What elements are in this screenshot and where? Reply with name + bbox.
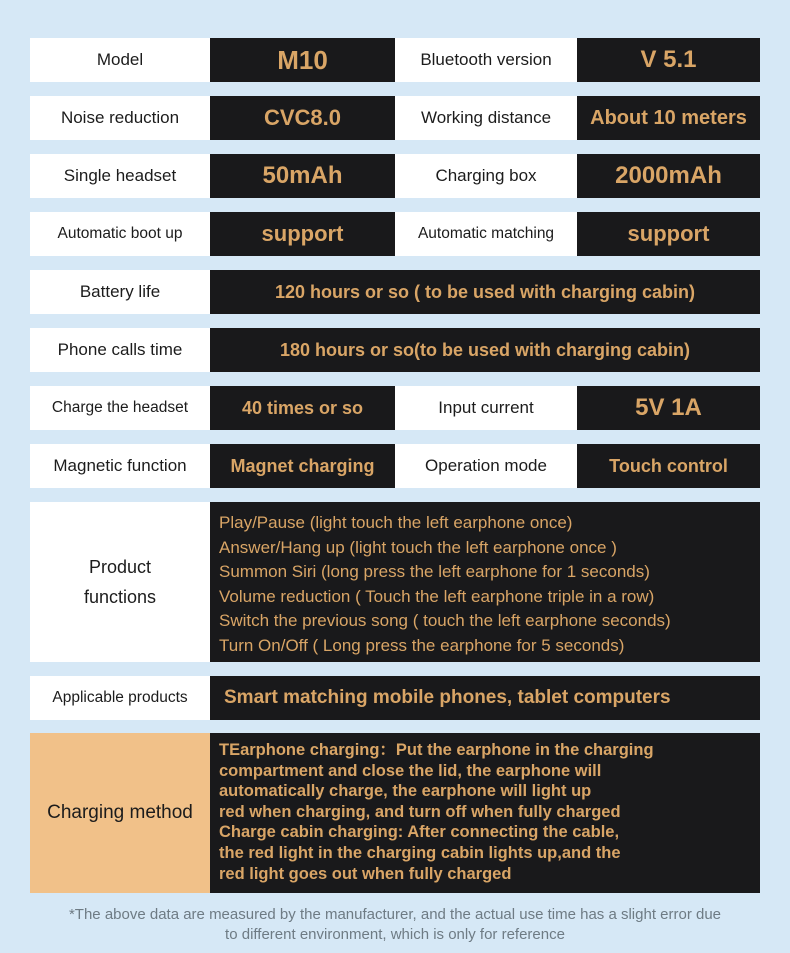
spec-row-charging-method: [30, 733, 760, 893]
spec-row-noise-reduction: [30, 96, 760, 140]
spec-label-magnetic-function: Magnetic function: [30, 444, 210, 488]
spec-label-noise-reduction: Noise reduction: [30, 96, 210, 140]
spec-row-battery-life: [30, 270, 760, 314]
spec-value-working-distance: About 10 meters: [577, 96, 760, 140]
spec-row-product-functions: [30, 502, 760, 662]
charging-method-line: Charge cabin charging: After connecting the cable,: [219, 823, 620, 842]
spec-value-magnetic-function: Magnet charging: [210, 444, 395, 488]
spec-value-automatic-boot-up: support: [210, 212, 395, 256]
disclaimer-line-1: *The above data are measured by the manufacturer, and the actual use time has a slight error due: [68, 906, 722, 923]
product-function-line: Play/Pause (light touch the left earphone once): [219, 513, 573, 532]
spec-label-bluetooth-version: Bluetooth version: [395, 38, 577, 82]
spec-value-battery-life: 120 hours or so ( to be used with charging cabin): [210, 270, 760, 314]
spec-label-applicable-products: Applicable products: [30, 676, 210, 720]
charging-method-line: automatically charge, the earphone will light up: [219, 782, 592, 801]
spec-value-noise-reduction: CVC8.0: [210, 96, 395, 140]
charging-method-line: compartment and close the lid, the earphone will: [219, 761, 602, 780]
spec-value-bluetooth-version: V 5.1: [577, 38, 760, 82]
spec-value-model: M10: [210, 38, 395, 82]
spec-value-product-functions: [210, 502, 760, 662]
spec-row-automatic: [30, 212, 760, 256]
spec-label-operation-mode: Operation mode: [395, 444, 577, 488]
spec-value-phone-calls-time: 180 hours or so(to be used with charging cabin): [210, 328, 760, 372]
spec-label-phone-calls-time: Phone calls time: [30, 328, 210, 372]
product-function-line: Volume reduction ( Touch the left earphone triple in a row): [219, 586, 655, 606]
spec-label-working-distance: Working distance: [395, 96, 577, 140]
spec-row-model: [30, 38, 760, 82]
spec-row-applicable-products: [30, 676, 760, 720]
spec-label-model: Model: [30, 38, 210, 82]
spec-label-charging-method: Charging method: [30, 733, 210, 893]
spec-value-charging-box: 2000mAh: [577, 154, 760, 198]
spec-label-automatic-matching: Automatic matching: [395, 212, 577, 256]
spec-value-applicable-products: Smart matching mobile phones, tablet computers: [210, 676, 760, 720]
spec-value-charging-method: [210, 733, 760, 893]
charging-method-line: red light goes out when fully charged: [219, 864, 512, 883]
product-function-line: Turn On/Off ( Long press the earphone for 5 seconds): [219, 635, 625, 655]
charging-method-line: TEarphone charging：Put the earphone in the charging: [219, 741, 654, 759]
spec-value-input-current: 5V 1A: [577, 386, 760, 430]
product-function-line: Switch the previous song ( touch the left earphone seconds): [219, 611, 671, 630]
spec-row-battery-capacity: [30, 154, 760, 198]
product-function-line: Summon Siri (long press the left earphone for 1 seconds): [219, 562, 650, 581]
spec-label-battery-life: Battery life: [30, 270, 210, 314]
spec-label-single-headset: Single headset: [30, 154, 210, 198]
disclaimer-line-2: to different environment, which is only for reference: [225, 926, 565, 943]
disclaimer-text: [30, 905, 760, 945]
charging-method-line: the red light in the charging cabin lights up,and the: [219, 843, 621, 862]
spec-label-charging-box: Charging box: [395, 154, 577, 198]
spec-value-charge-the-headset: 40 times or so: [210, 386, 395, 430]
spec-label-product-functions: Product functions: [30, 502, 210, 662]
product-function-line: Answer/Hang up (light touch the left earphone once ): [219, 537, 617, 557]
spec-label-charge-the-headset: Charge the headset: [30, 386, 210, 430]
spec-label-automatic-boot-up: Automatic boot up: [30, 212, 210, 256]
spec-label-input-current: Input current: [395, 386, 577, 430]
spec-row-charge-headset: [30, 386, 760, 430]
spec-value-automatic-matching: support: [577, 212, 760, 256]
spec-row-magnetic-function: [30, 444, 760, 488]
charging-method-line: red when charging, and turn off when fully charged: [219, 802, 621, 821]
spec-row-phone-calls-time: [30, 328, 760, 372]
spec-value-operation-mode: Touch control: [577, 444, 760, 488]
spec-value-single-headset: 50mAh: [210, 154, 395, 198]
